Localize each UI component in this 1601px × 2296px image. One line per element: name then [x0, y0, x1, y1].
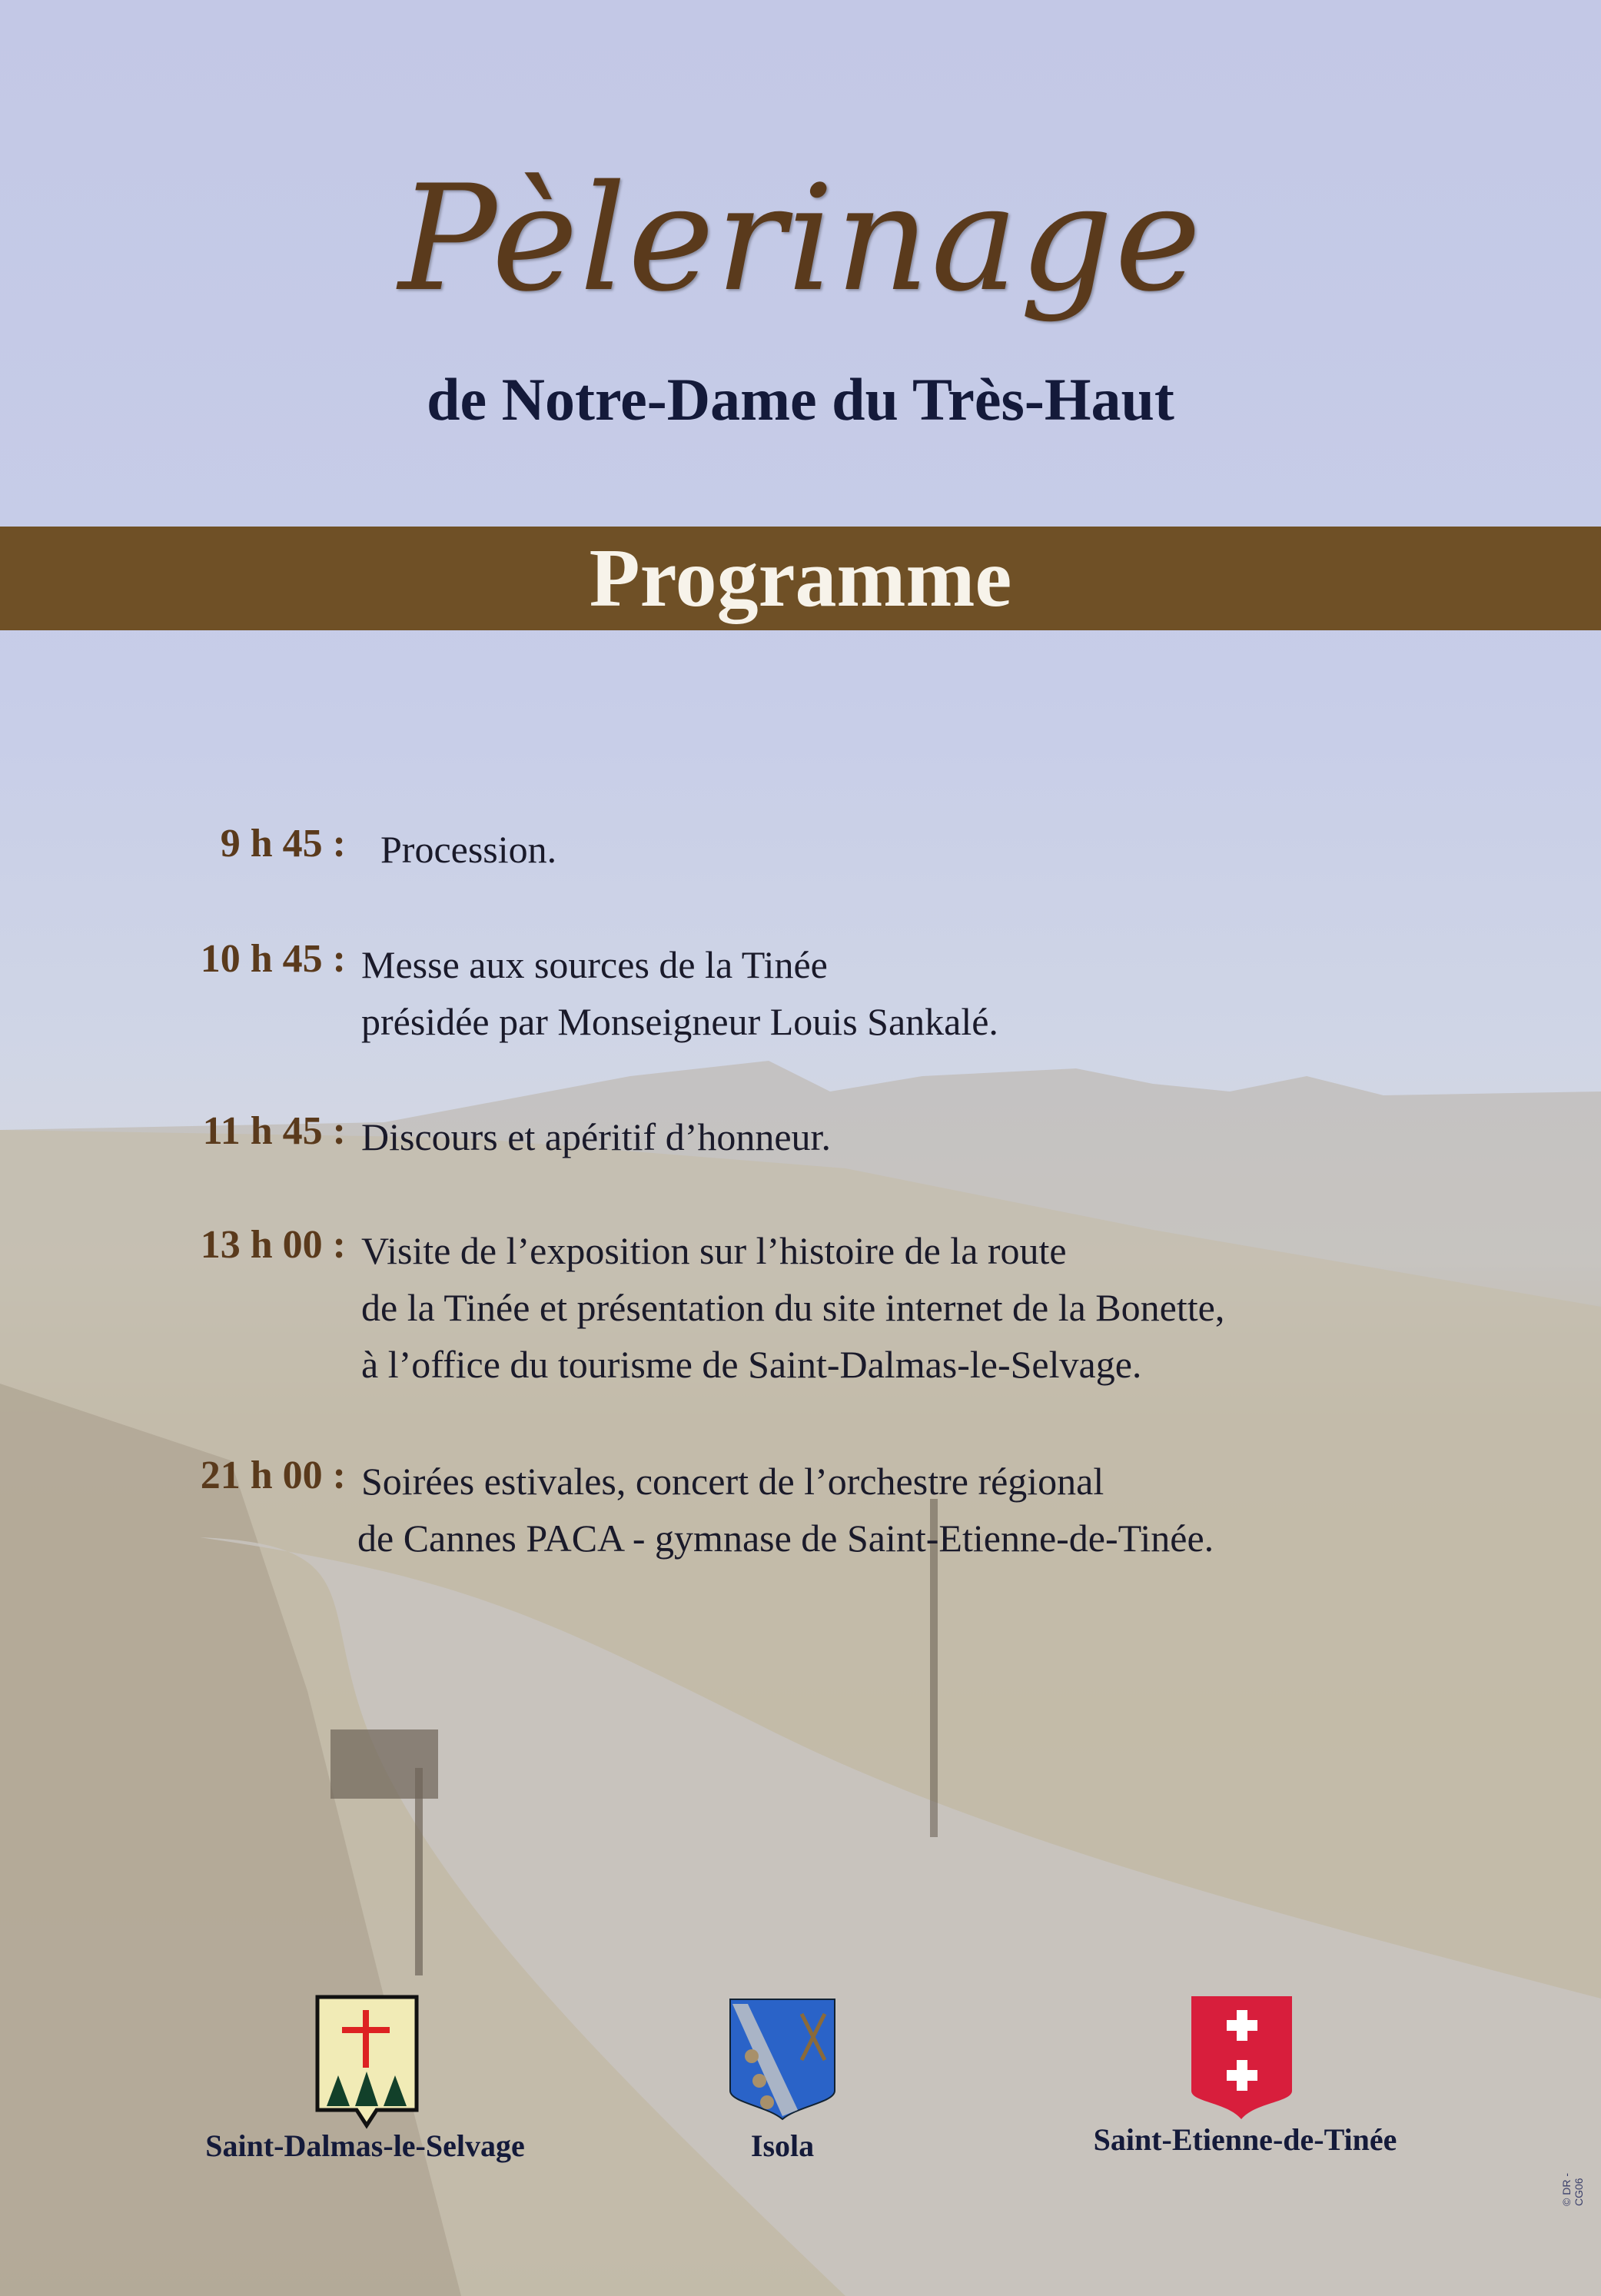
programme-banner	[0, 527, 1601, 630]
schedule-text: Procession.	[380, 828, 557, 871]
schedule-time: 21 h 00 :	[200, 1454, 346, 1497]
copyright-note: © DR - CG06	[1560, 2173, 1585, 2206]
schedule-text: Discours et apéritif d’honneur.	[361, 1115, 831, 1158]
commune-label: Saint-Etienne-de-Tinée	[1093, 2122, 1397, 2157]
schedule-time: 11 h 45 :	[202, 1109, 346, 1153]
subtitle: de Notre-Dame du Très-Haut	[427, 366, 1174, 433]
schedule-time: 9 h 45 :	[220, 822, 346, 866]
saint-etienne-coat-of-arms-icon	[1190, 1995, 1294, 2122]
isola-coat-of-arms-icon	[729, 1995, 836, 2122]
commune-label: Saint-Dalmas-le-Selvage	[205, 2128, 525, 2163]
schedule-time: 10 h 45 :	[200, 937, 346, 981]
schedule-text: de Cannes PACA - gymnase de Saint-Etienne-de-Tinée.	[357, 1517, 1214, 1560]
schedule-text: Soirées estivales, concert de l’orchestre régional	[361, 1460, 1104, 1503]
schedule-text: présidée par Monseigneur Louis Sankalé.	[361, 1000, 998, 1043]
commune-label: Isola	[750, 2128, 815, 2163]
saint-dalmas-coat-of-arms-icon	[315, 1995, 419, 2129]
banner-label: Programme	[589, 533, 1012, 624]
schedule-text: à l’office du tourisme de Saint-Dalmas-le-Selvage.	[361, 1343, 1142, 1386]
schedule-text: de la Tinée et présentation du site internet de la Bonette,	[361, 1286, 1225, 1329]
schedule-text: Visite de l’exposition sur l’histoire de la route	[361, 1229, 1067, 1272]
schedule-text: Messe aux sources de la Tinée	[361, 943, 828, 986]
title: Pèlerinage	[398, 154, 1203, 324]
schedule-time: 13 h 00 :	[200, 1223, 346, 1267]
